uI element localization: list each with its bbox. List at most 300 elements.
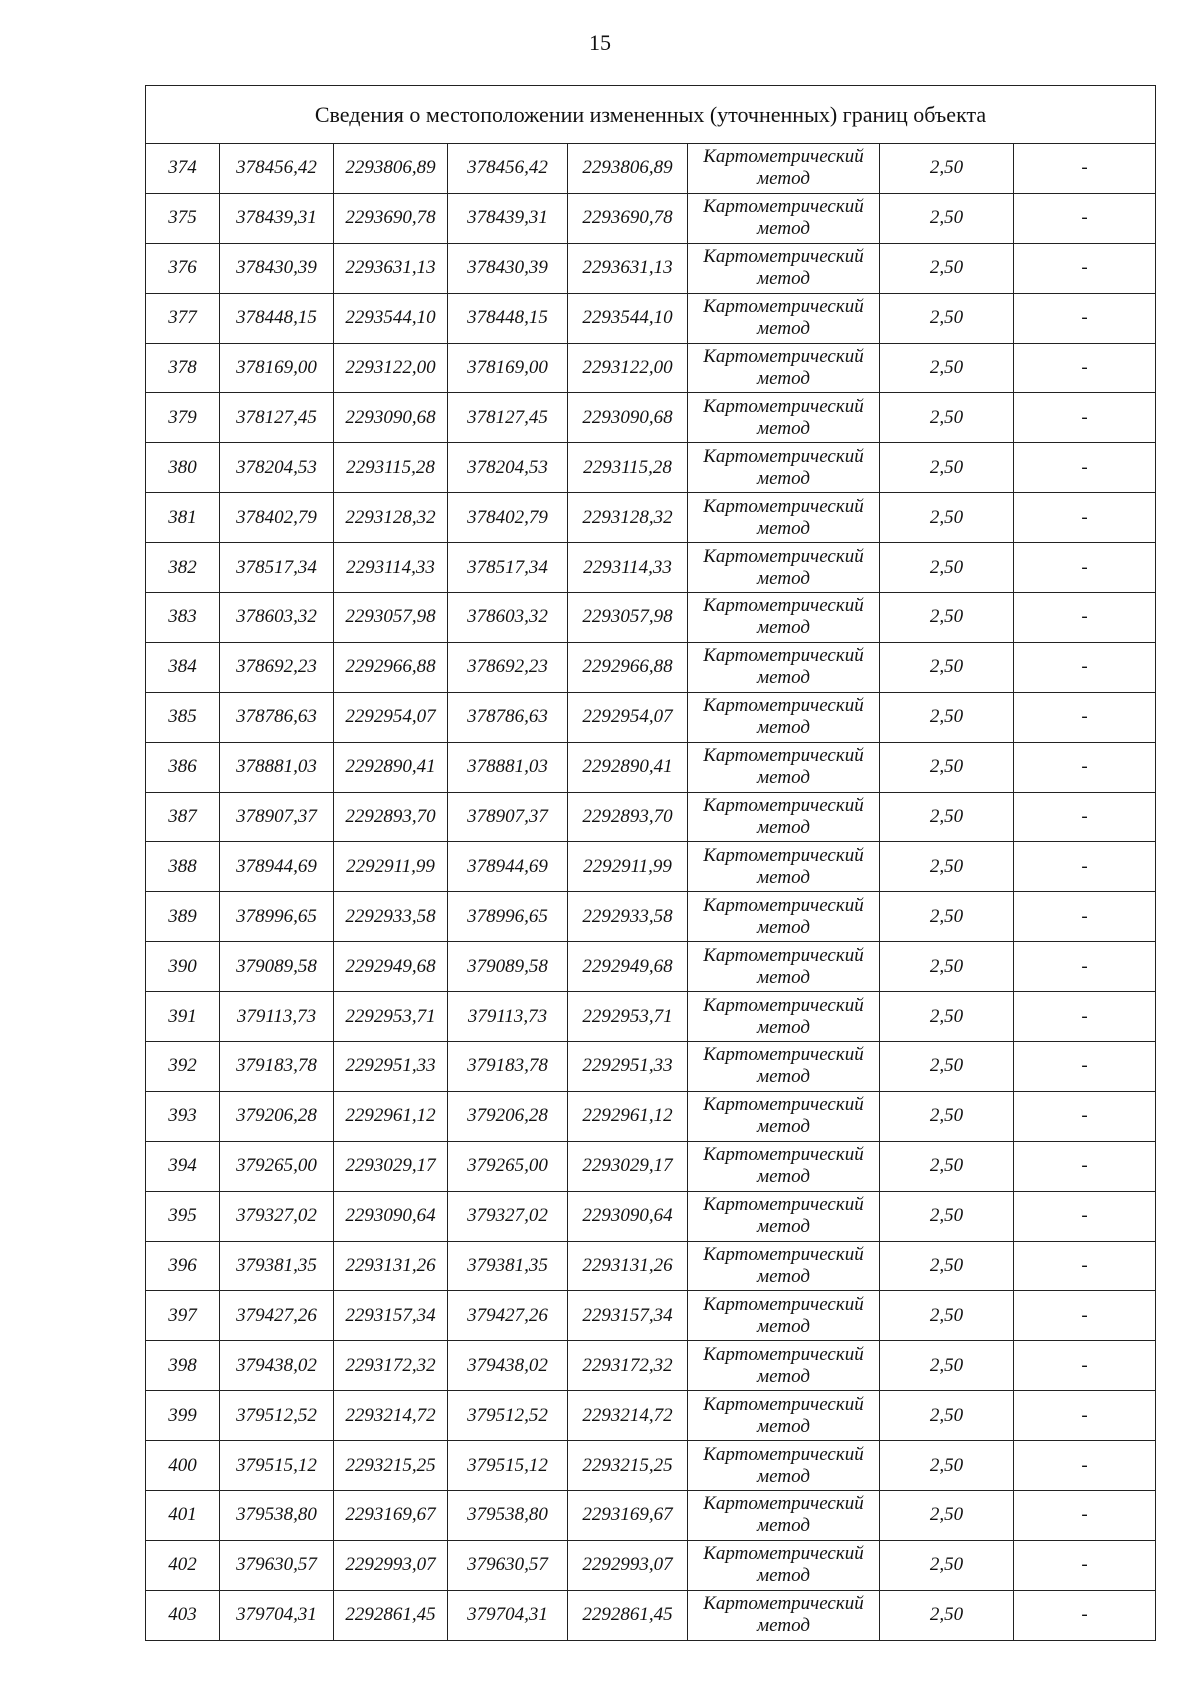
note-cell: - bbox=[1014, 144, 1156, 194]
existing-y-cell: 2293157,34 bbox=[334, 1291, 448, 1341]
note-cell: - bbox=[1014, 343, 1156, 393]
refined-x-cell: 379438,02 bbox=[448, 1341, 568, 1391]
method-line-2: метод bbox=[757, 1016, 810, 1038]
note-cell: - bbox=[1014, 593, 1156, 643]
table-row bbox=[146, 293, 1156, 343]
refined-x-cell: 378517,34 bbox=[448, 543, 568, 593]
existing-y-cell: 2293544,10 bbox=[334, 293, 448, 343]
point-number-cell: 402 bbox=[146, 1540, 220, 1590]
point-number-cell: 375 bbox=[146, 193, 220, 243]
table-row bbox=[146, 1491, 1156, 1541]
accuracy-cell: 2,50 bbox=[880, 742, 1014, 792]
point-number-cell: 400 bbox=[146, 1441, 220, 1491]
existing-y-cell: 2293215,25 bbox=[334, 1441, 448, 1491]
point-number-cell: 401 bbox=[146, 1491, 220, 1541]
method-line-2: метод bbox=[757, 1365, 810, 1387]
existing-y-cell: 2292949,68 bbox=[334, 942, 448, 992]
refined-y-cell: 2293057,98 bbox=[568, 593, 688, 643]
note-cell: - bbox=[1014, 443, 1156, 493]
table-row bbox=[146, 692, 1156, 742]
existing-x-cell: 378786,63 bbox=[220, 692, 334, 742]
existing-y-cell: 2292933,58 bbox=[334, 892, 448, 942]
point-number-cell: 378 bbox=[146, 343, 220, 393]
existing-y-cell: 2292861,45 bbox=[334, 1590, 448, 1640]
table-row bbox=[146, 1391, 1156, 1441]
table-body bbox=[146, 144, 1156, 1641]
method-line-1: Картометрический bbox=[703, 296, 864, 318]
point-number-cell: 398 bbox=[146, 1341, 220, 1391]
table-row bbox=[146, 1540, 1156, 1590]
existing-x-cell: 379427,26 bbox=[220, 1291, 334, 1341]
refined-x-cell: 379089,58 bbox=[448, 942, 568, 992]
note-cell: - bbox=[1014, 692, 1156, 742]
method-cell bbox=[688, 792, 880, 842]
refined-x-cell: 378881,03 bbox=[448, 742, 568, 792]
method-line-1: Картометрический bbox=[703, 495, 864, 517]
refined-y-cell: 2292861,45 bbox=[568, 1590, 688, 1640]
accuracy-cell: 2,50 bbox=[880, 1241, 1014, 1291]
existing-x-cell: 378439,31 bbox=[220, 193, 334, 243]
table-row bbox=[146, 1091, 1156, 1141]
refined-x-cell: 378907,37 bbox=[448, 792, 568, 842]
table-row bbox=[146, 593, 1156, 643]
note-cell: - bbox=[1014, 1590, 1156, 1640]
table-row bbox=[146, 942, 1156, 992]
accuracy-cell: 2,50 bbox=[880, 942, 1014, 992]
refined-y-cell: 2293122,00 bbox=[568, 343, 688, 393]
method-line-1: Картометрический bbox=[703, 1493, 864, 1515]
existing-y-cell: 2293631,13 bbox=[334, 243, 448, 293]
existing-y-cell: 2292961,12 bbox=[334, 1091, 448, 1141]
method-cell bbox=[688, 543, 880, 593]
existing-y-cell: 2293114,33 bbox=[334, 543, 448, 593]
point-number-cell: 397 bbox=[146, 1291, 220, 1341]
method-line-1: Картометрический bbox=[703, 595, 864, 617]
method-cell bbox=[688, 1191, 880, 1241]
method-cell bbox=[688, 1241, 880, 1291]
method-cell bbox=[688, 992, 880, 1042]
method-line-2: метод bbox=[757, 916, 810, 938]
method-line-2: метод bbox=[757, 318, 810, 340]
accuracy-cell: 2,50 bbox=[880, 1391, 1014, 1441]
method-line-2: метод bbox=[757, 1415, 810, 1437]
point-number-cell: 383 bbox=[146, 593, 220, 643]
note-cell: - bbox=[1014, 493, 1156, 543]
boundary-table-container bbox=[145, 85, 1155, 1641]
method-line-1: Картометрический bbox=[703, 196, 864, 218]
table-row bbox=[146, 543, 1156, 593]
method-line-2: метод bbox=[757, 417, 810, 439]
note-cell: - bbox=[1014, 792, 1156, 842]
method-line-1: Картометрический bbox=[703, 395, 864, 417]
refined-y-cell: 2292893,70 bbox=[568, 792, 688, 842]
point-number-cell: 385 bbox=[146, 692, 220, 742]
existing-y-cell: 2293122,00 bbox=[334, 343, 448, 393]
point-number-cell: 386 bbox=[146, 742, 220, 792]
refined-y-cell: 2292961,12 bbox=[568, 1091, 688, 1141]
note-cell: - bbox=[1014, 1441, 1156, 1491]
method-line-1: Картометрический bbox=[703, 1343, 864, 1365]
refined-y-cell: 2292933,58 bbox=[568, 892, 688, 942]
page-number: 15 bbox=[589, 30, 611, 55]
method-line-1: Картометрический bbox=[703, 445, 864, 467]
table-row bbox=[146, 892, 1156, 942]
existing-y-cell: 2293169,67 bbox=[334, 1491, 448, 1541]
refined-y-cell: 2292890,41 bbox=[568, 742, 688, 792]
table-row bbox=[146, 443, 1156, 493]
method-cell bbox=[688, 593, 880, 643]
existing-x-cell: 379265,00 bbox=[220, 1141, 334, 1191]
refined-x-cell: 378456,42 bbox=[448, 144, 568, 194]
method-line-2: метод bbox=[757, 368, 810, 389]
existing-x-cell: 379089,58 bbox=[220, 942, 334, 992]
method-line-2: метод bbox=[757, 1266, 810, 1288]
existing-y-cell: 2293128,32 bbox=[334, 493, 448, 543]
method-cell bbox=[688, 1590, 880, 1640]
point-number-cell: 391 bbox=[146, 992, 220, 1042]
method-cell bbox=[688, 642, 880, 692]
refined-x-cell: 378692,23 bbox=[448, 642, 568, 692]
point-number-cell: 380 bbox=[146, 443, 220, 493]
existing-x-cell: 378603,32 bbox=[220, 593, 334, 643]
method-line-1: Картометрический bbox=[703, 1244, 864, 1266]
existing-x-cell: 378907,37 bbox=[220, 792, 334, 842]
table-row bbox=[146, 792, 1156, 842]
refined-x-cell: 378996,65 bbox=[448, 892, 568, 942]
table-row bbox=[146, 343, 1156, 393]
refined-x-cell: 379381,35 bbox=[448, 1241, 568, 1291]
existing-y-cell: 2292890,41 bbox=[334, 742, 448, 792]
refined-y-cell: 2293214,72 bbox=[568, 1391, 688, 1441]
existing-x-cell: 379538,80 bbox=[220, 1491, 334, 1541]
existing-y-cell: 2293090,64 bbox=[334, 1191, 448, 1241]
refined-x-cell: 378603,32 bbox=[448, 593, 568, 643]
method-line-2: метод bbox=[757, 667, 810, 689]
accuracy-cell: 2,50 bbox=[880, 892, 1014, 942]
method-cell bbox=[688, 144, 880, 194]
point-number-cell: 394 bbox=[146, 1141, 220, 1191]
point-number-cell: 377 bbox=[146, 293, 220, 343]
table-row bbox=[146, 193, 1156, 243]
existing-y-cell: 2293115,28 bbox=[334, 443, 448, 493]
existing-x-cell: 378456,42 bbox=[220, 144, 334, 194]
accuracy-cell: 2,50 bbox=[880, 1042, 1014, 1092]
table-title: Сведения о местоположении измененных (уточненных) границ объекта bbox=[146, 86, 1156, 144]
note-cell: - bbox=[1014, 393, 1156, 443]
method-cell bbox=[688, 493, 880, 543]
method-line-2: метод bbox=[757, 717, 810, 739]
refined-x-cell: 378127,45 bbox=[448, 393, 568, 443]
note-cell: - bbox=[1014, 642, 1156, 692]
refined-y-cell: 2293114,33 bbox=[568, 543, 688, 593]
method-line-1: Картометрический bbox=[703, 146, 864, 168]
existing-y-cell: 2292954,07 bbox=[334, 692, 448, 742]
point-number-cell: 374 bbox=[146, 144, 220, 194]
accuracy-cell: 2,50 bbox=[880, 1341, 1014, 1391]
point-number-cell: 395 bbox=[146, 1191, 220, 1241]
note-cell: - bbox=[1014, 243, 1156, 293]
table-row bbox=[146, 1141, 1156, 1191]
method-cell bbox=[688, 1441, 880, 1491]
existing-x-cell: 379704,31 bbox=[220, 1590, 334, 1640]
refined-y-cell: 2293172,32 bbox=[568, 1341, 688, 1391]
refined-y-cell: 2293157,34 bbox=[568, 1291, 688, 1341]
existing-y-cell: 2292893,70 bbox=[334, 792, 448, 842]
method-cell bbox=[688, 343, 880, 393]
refined-y-cell: 2293544,10 bbox=[568, 293, 688, 343]
method-cell bbox=[688, 1042, 880, 1092]
method-line-1: Картометрический bbox=[703, 1194, 864, 1216]
method-cell bbox=[688, 393, 880, 443]
accuracy-cell: 2,50 bbox=[880, 593, 1014, 643]
existing-y-cell: 2293090,68 bbox=[334, 393, 448, 443]
refined-x-cell: 379265,00 bbox=[448, 1141, 568, 1191]
table-row bbox=[146, 1590, 1156, 1640]
point-number-cell: 393 bbox=[146, 1091, 220, 1141]
method-line-2: метод bbox=[757, 168, 810, 190]
note-cell: - bbox=[1014, 992, 1156, 1042]
method-cell bbox=[688, 243, 880, 293]
method-line-2: метод bbox=[757, 1465, 810, 1487]
refined-x-cell: 379512,52 bbox=[448, 1391, 568, 1441]
point-number-cell: 392 bbox=[146, 1042, 220, 1092]
accuracy-cell: 2,50 bbox=[880, 992, 1014, 1042]
refined-x-cell: 378169,00 bbox=[448, 343, 568, 393]
refined-y-cell: 2293690,78 bbox=[568, 193, 688, 243]
refined-x-cell: 379538,80 bbox=[448, 1491, 568, 1541]
method-cell bbox=[688, 942, 880, 992]
refined-y-cell: 2292911,99 bbox=[568, 842, 688, 892]
refined-x-cell: 379630,57 bbox=[448, 1540, 568, 1590]
note-cell: - bbox=[1014, 1341, 1156, 1391]
refined-x-cell: 378402,79 bbox=[448, 493, 568, 543]
existing-x-cell: 379515,12 bbox=[220, 1441, 334, 1491]
refined-x-cell: 379206,28 bbox=[448, 1091, 568, 1141]
existing-x-cell: 378692,23 bbox=[220, 642, 334, 692]
point-number-cell: 382 bbox=[146, 543, 220, 593]
table-row bbox=[146, 1291, 1156, 1341]
method-line-2: метод bbox=[757, 1515, 810, 1537]
refined-y-cell: 2293215,25 bbox=[568, 1441, 688, 1491]
refined-x-cell: 379327,02 bbox=[448, 1191, 568, 1241]
existing-x-cell: 379327,02 bbox=[220, 1191, 334, 1241]
method-line-1: Картометрический bbox=[703, 1144, 864, 1166]
method-cell bbox=[688, 443, 880, 493]
existing-y-cell: 2293806,89 bbox=[334, 144, 448, 194]
table-row bbox=[146, 1341, 1156, 1391]
refined-y-cell: 2293029,17 bbox=[568, 1141, 688, 1191]
accuracy-cell: 2,50 bbox=[880, 1291, 1014, 1341]
accuracy-cell: 2,50 bbox=[880, 543, 1014, 593]
note-cell: - bbox=[1014, 1391, 1156, 1441]
existing-y-cell: 2293131,26 bbox=[334, 1241, 448, 1291]
method-line-1: Картометрический bbox=[703, 645, 864, 667]
note-cell: - bbox=[1014, 1540, 1156, 1590]
method-line-2: метод bbox=[757, 1066, 810, 1088]
note-cell: - bbox=[1014, 742, 1156, 792]
accuracy-cell: 2,50 bbox=[880, 293, 1014, 343]
method-line-1: Картометрический bbox=[703, 695, 864, 717]
method-line-1: Картометрический bbox=[703, 545, 864, 567]
accuracy-cell: 2,50 bbox=[880, 842, 1014, 892]
point-number-cell: 387 bbox=[146, 792, 220, 842]
method-line-2: метод bbox=[757, 767, 810, 789]
refined-y-cell: 2293115,28 bbox=[568, 443, 688, 493]
existing-x-cell: 378448,15 bbox=[220, 293, 334, 343]
existing-x-cell: 379512,52 bbox=[220, 1391, 334, 1441]
table-row bbox=[146, 1042, 1156, 1092]
method-cell bbox=[688, 1391, 880, 1441]
point-number-cell: 389 bbox=[146, 892, 220, 942]
existing-x-cell: 379381,35 bbox=[220, 1241, 334, 1291]
existing-y-cell: 2293029,17 bbox=[334, 1141, 448, 1191]
existing-y-cell: 2293690,78 bbox=[334, 193, 448, 243]
existing-x-cell: 378881,03 bbox=[220, 742, 334, 792]
accuracy-cell: 2,50 bbox=[880, 243, 1014, 293]
table-row bbox=[146, 992, 1156, 1042]
accuracy-cell: 2,50 bbox=[880, 343, 1014, 393]
existing-x-cell: 379113,73 bbox=[220, 992, 334, 1042]
accuracy-cell: 2,50 bbox=[880, 1141, 1014, 1191]
method-line-1: Картометрический bbox=[703, 745, 864, 767]
refined-x-cell: 379427,26 bbox=[448, 1291, 568, 1341]
method-line-1: Картометрический bbox=[703, 795, 864, 817]
accuracy-cell: 2,50 bbox=[880, 1441, 1014, 1491]
method-line-2: метод bbox=[757, 1315, 810, 1337]
point-number-cell: 403 bbox=[146, 1590, 220, 1640]
existing-x-cell: 378204,53 bbox=[220, 443, 334, 493]
method-line-2: метод bbox=[757, 268, 810, 290]
point-number-cell: 376 bbox=[146, 243, 220, 293]
accuracy-cell: 2,50 bbox=[880, 1590, 1014, 1640]
note-cell: - bbox=[1014, 1042, 1156, 1092]
existing-x-cell: 378430,39 bbox=[220, 243, 334, 293]
refined-x-cell: 378439,31 bbox=[448, 193, 568, 243]
refined-y-cell: 2293131,26 bbox=[568, 1241, 688, 1291]
table-row bbox=[146, 1241, 1156, 1291]
method-line-2: метод bbox=[757, 617, 810, 639]
existing-y-cell: 2292953,71 bbox=[334, 992, 448, 1042]
refined-x-cell: 378448,15 bbox=[448, 293, 568, 343]
existing-y-cell: 2292966,88 bbox=[334, 642, 448, 692]
refined-y-cell: 2292953,71 bbox=[568, 992, 688, 1042]
existing-y-cell: 2292951,33 bbox=[334, 1042, 448, 1092]
existing-x-cell: 378402,79 bbox=[220, 493, 334, 543]
refined-x-cell: 378204,53 bbox=[448, 443, 568, 493]
point-number-cell: 379 bbox=[146, 393, 220, 443]
method-line-1: Картометрический bbox=[703, 246, 864, 268]
method-line-1: Картометрический bbox=[703, 894, 864, 916]
refined-y-cell: 2292951,33 bbox=[568, 1042, 688, 1092]
refined-x-cell: 378944,69 bbox=[448, 842, 568, 892]
method-line-1: Картометрический bbox=[703, 1293, 864, 1315]
note-cell: - bbox=[1014, 892, 1156, 942]
accuracy-cell: 2,50 bbox=[880, 692, 1014, 742]
existing-y-cell: 2292993,07 bbox=[334, 1540, 448, 1590]
method-cell bbox=[688, 193, 880, 243]
point-number-cell: 381 bbox=[146, 493, 220, 543]
accuracy-cell: 2,50 bbox=[880, 393, 1014, 443]
point-number-cell: 388 bbox=[146, 842, 220, 892]
table-row bbox=[146, 493, 1156, 543]
existing-x-cell: 379206,28 bbox=[220, 1091, 334, 1141]
table-row bbox=[146, 393, 1156, 443]
method-cell bbox=[688, 892, 880, 942]
method-line-2: метод bbox=[757, 517, 810, 539]
method-cell bbox=[688, 742, 880, 792]
existing-x-cell: 379183,78 bbox=[220, 1042, 334, 1092]
point-number-cell: 396 bbox=[146, 1241, 220, 1291]
existing-x-cell: 378996,65 bbox=[220, 892, 334, 942]
method-line-2: метод bbox=[757, 817, 810, 839]
refined-x-cell: 379515,12 bbox=[448, 1441, 568, 1491]
existing-y-cell: 2292911,99 bbox=[334, 842, 448, 892]
refined-y-cell: 2293090,64 bbox=[568, 1191, 688, 1241]
table-row bbox=[146, 742, 1156, 792]
refined-x-cell: 378430,39 bbox=[448, 243, 568, 293]
note-cell: - bbox=[1014, 1291, 1156, 1341]
refined-x-cell: 378786,63 bbox=[448, 692, 568, 742]
existing-y-cell: 2293214,72 bbox=[334, 1391, 448, 1441]
method-line-1: Картометрический bbox=[703, 1044, 864, 1066]
method-line-2: метод bbox=[757, 467, 810, 489]
table-title-row bbox=[146, 86, 1156, 144]
refined-y-cell: 2292949,68 bbox=[568, 942, 688, 992]
method-line-1: Картометрический bbox=[703, 994, 864, 1016]
method-line-1: Картометрический bbox=[703, 1393, 864, 1415]
method-line-1: Картометрический bbox=[703, 1094, 864, 1116]
method-line-2: метод bbox=[757, 1615, 810, 1637]
method-line-2: метод bbox=[757, 567, 810, 589]
existing-x-cell: 379630,57 bbox=[220, 1540, 334, 1590]
accuracy-cell: 2,50 bbox=[880, 493, 1014, 543]
note-cell: - bbox=[1014, 842, 1156, 892]
accuracy-cell: 2,50 bbox=[880, 642, 1014, 692]
method-cell bbox=[688, 692, 880, 742]
point-number-cell: 384 bbox=[146, 642, 220, 692]
method-line-1: Картометрический bbox=[703, 944, 864, 966]
refined-y-cell: 2292954,07 bbox=[568, 692, 688, 742]
existing-y-cell: 2293057,98 bbox=[334, 593, 448, 643]
note-cell: - bbox=[1014, 942, 1156, 992]
note-cell: - bbox=[1014, 193, 1156, 243]
method-line-1: Картометрический bbox=[703, 1593, 864, 1615]
refined-y-cell: 2292966,88 bbox=[568, 642, 688, 692]
note-cell: - bbox=[1014, 293, 1156, 343]
refined-x-cell: 379183,78 bbox=[448, 1042, 568, 1092]
method-cell bbox=[688, 1141, 880, 1191]
table-row bbox=[146, 243, 1156, 293]
refined-y-cell: 2293128,32 bbox=[568, 493, 688, 543]
note-cell: - bbox=[1014, 1241, 1156, 1291]
existing-x-cell: 379438,02 bbox=[220, 1341, 334, 1391]
method-line-2: метод bbox=[757, 1565, 810, 1587]
existing-x-cell: 378944,69 bbox=[220, 842, 334, 892]
method-line-2: метод bbox=[757, 966, 810, 988]
table-row bbox=[146, 842, 1156, 892]
method-line-2: метод bbox=[757, 1216, 810, 1238]
note-cell: - bbox=[1014, 1491, 1156, 1541]
method-cell bbox=[688, 1091, 880, 1141]
accuracy-cell: 2,50 bbox=[880, 1191, 1014, 1241]
table-row bbox=[146, 1441, 1156, 1491]
table-row bbox=[146, 642, 1156, 692]
refined-x-cell: 379704,31 bbox=[448, 1590, 568, 1640]
refined-y-cell: 2293806,89 bbox=[568, 144, 688, 194]
method-line-1: Картометрический bbox=[703, 844, 864, 866]
existing-y-cell: 2293172,32 bbox=[334, 1341, 448, 1391]
note-cell: - bbox=[1014, 1191, 1156, 1241]
